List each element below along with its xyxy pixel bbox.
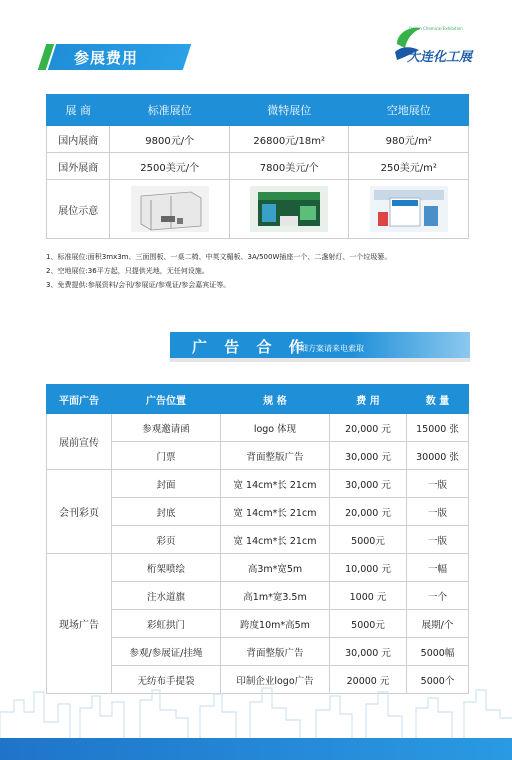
- note-item: 2、空地展位:36平方起，只提供光地，无任何设施。: [46, 267, 209, 275]
- fee-cell: 30,000 元: [330, 470, 407, 498]
- spec-cell: 跨度10m*高5m: [221, 610, 330, 638]
- price-cell: 9800元/个: [110, 126, 230, 153]
- booth-pricing-table: [46, 94, 469, 239]
- spec-cell: 高3m*宽5m: [221, 554, 330, 582]
- header-fee: 费 用: [330, 385, 407, 414]
- qty-cell: 5000幅: [407, 638, 469, 666]
- banner-shadow: [170, 358, 470, 362]
- price-cell: 250美元/m²: [349, 153, 469, 180]
- fee-cell: 30,000 元: [330, 638, 407, 666]
- header-print-ads: 平面广告: [47, 385, 112, 414]
- space-booth-image: [370, 186, 448, 232]
- position-cell: 门票: [112, 442, 221, 470]
- qty-cell: 一版: [407, 470, 469, 498]
- booth-notes: [46, 250, 391, 292]
- section-subtitle: 详细方案请来电索取: [292, 344, 364, 353]
- qty-cell: 5000个: [407, 666, 469, 694]
- qty-cell: 15000 张: [407, 414, 469, 442]
- section-header-booth-fees: [42, 44, 187, 70]
- header-exhibitor: 展 商: [47, 95, 110, 126]
- header-space-booth: 空地展位: [349, 95, 469, 126]
- spec-cell: 背面整版广告: [221, 442, 330, 470]
- position-cell: 桁架喷绘: [112, 554, 221, 582]
- row-label: 展位示意: [47, 180, 110, 239]
- image-cell: [349, 180, 469, 239]
- position-cell: 彩虹拱门: [112, 610, 221, 638]
- fee-cell: 20,000 元: [330, 414, 407, 442]
- note-item: 1、标准展位:面积3mx3m、三面围板、一桌二椅、中英文楣板、3A/500W插座一个、二盏射灯、一个垃圾篓。: [46, 253, 392, 261]
- table-row: [47, 153, 469, 180]
- spec-cell: logo 体现: [221, 414, 330, 442]
- table-row: [47, 180, 469, 239]
- city-skyline-decoration: [0, 682, 512, 738]
- position-cell: 参观/参展证/挂绳: [112, 638, 221, 666]
- footer-bar: [0, 738, 512, 760]
- fee-cell: 5000元: [330, 526, 407, 554]
- logo-english-text: Dalian Chemical Exhibition: [409, 26, 463, 31]
- qty-cell: 展期/个: [407, 610, 469, 638]
- category-cell: 展前宣传: [47, 414, 112, 470]
- header-ad-position: 广告位置: [112, 385, 221, 414]
- table-row: [47, 414, 469, 442]
- section-title: 参展费用: [74, 49, 139, 67]
- fee-cell: 5000元: [330, 610, 407, 638]
- price-cell: 2500美元/个: [110, 153, 230, 180]
- spec-cell: 高1m*宽3.5m: [221, 582, 330, 610]
- table-header-row: [47, 95, 469, 126]
- qty-cell: 一版: [407, 498, 469, 526]
- exhibition-logo: [393, 20, 493, 72]
- price-cell: 26800元/18m²: [229, 126, 349, 153]
- table-row: [47, 554, 469, 582]
- fee-cell: 30,000 元: [330, 442, 407, 470]
- qty-cell: 30000 张: [407, 442, 469, 470]
- position-cell: 参观邀请函: [112, 414, 221, 442]
- position-cell: 注水道旗: [112, 582, 221, 610]
- fee-cell: 20,000 元: [330, 498, 407, 526]
- header-standard-booth: 标准展位: [110, 95, 230, 126]
- fee-cell: 1000 元: [330, 582, 407, 610]
- image-cell: [110, 180, 230, 239]
- section-title: 广 告 合 作: [192, 338, 310, 356]
- note-item: 3、免费提供:参展资料/会刊/参展证/参观证/参会嘉宾证等。: [46, 281, 231, 289]
- fee-cell: 20000 元: [330, 666, 407, 694]
- header-specification: 规 格: [221, 385, 330, 414]
- advertising-table: [46, 384, 469, 694]
- row-label: 国外展商: [47, 153, 110, 180]
- category-cell: 会刊彩页: [47, 470, 112, 554]
- position-cell: 无纺布手提袋: [112, 666, 221, 694]
- header-quantity: 数 量: [407, 385, 469, 414]
- spec-cell: 背面整版广告: [221, 638, 330, 666]
- logo-chinese-text: 大连化工展: [407, 50, 473, 65]
- spec-cell: 印制企业logo广告: [221, 666, 330, 694]
- spec-cell: 宽 14cm*长 21cm: [221, 498, 330, 526]
- table-row: [47, 126, 469, 153]
- special-booth-image: [250, 186, 328, 232]
- position-cell: 彩页: [112, 526, 221, 554]
- standard-booth-image: [131, 186, 209, 232]
- qty-cell: 一幅: [407, 554, 469, 582]
- position-cell: 封面: [112, 470, 221, 498]
- spec-cell: 宽 14cm*长 21cm: [221, 470, 330, 498]
- table-row: [47, 470, 469, 498]
- price-cell: 7800美元/个: [229, 153, 349, 180]
- image-cell: [229, 180, 349, 239]
- spec-cell: 宽 14cm*长 21cm: [221, 526, 330, 554]
- qty-cell: 一个: [407, 582, 469, 610]
- price-cell: 980元/m²: [349, 126, 469, 153]
- row-label: 国内展商: [47, 126, 110, 153]
- category-cell: 现场广告: [47, 554, 112, 694]
- position-cell: 封底: [112, 498, 221, 526]
- fee-cell: 10,000 元: [330, 554, 407, 582]
- section-banner-advertising: [170, 332, 470, 358]
- table-header-row: [47, 385, 469, 414]
- header-special-booth: 微特展位: [229, 95, 349, 126]
- qty-cell: 一版: [407, 526, 469, 554]
